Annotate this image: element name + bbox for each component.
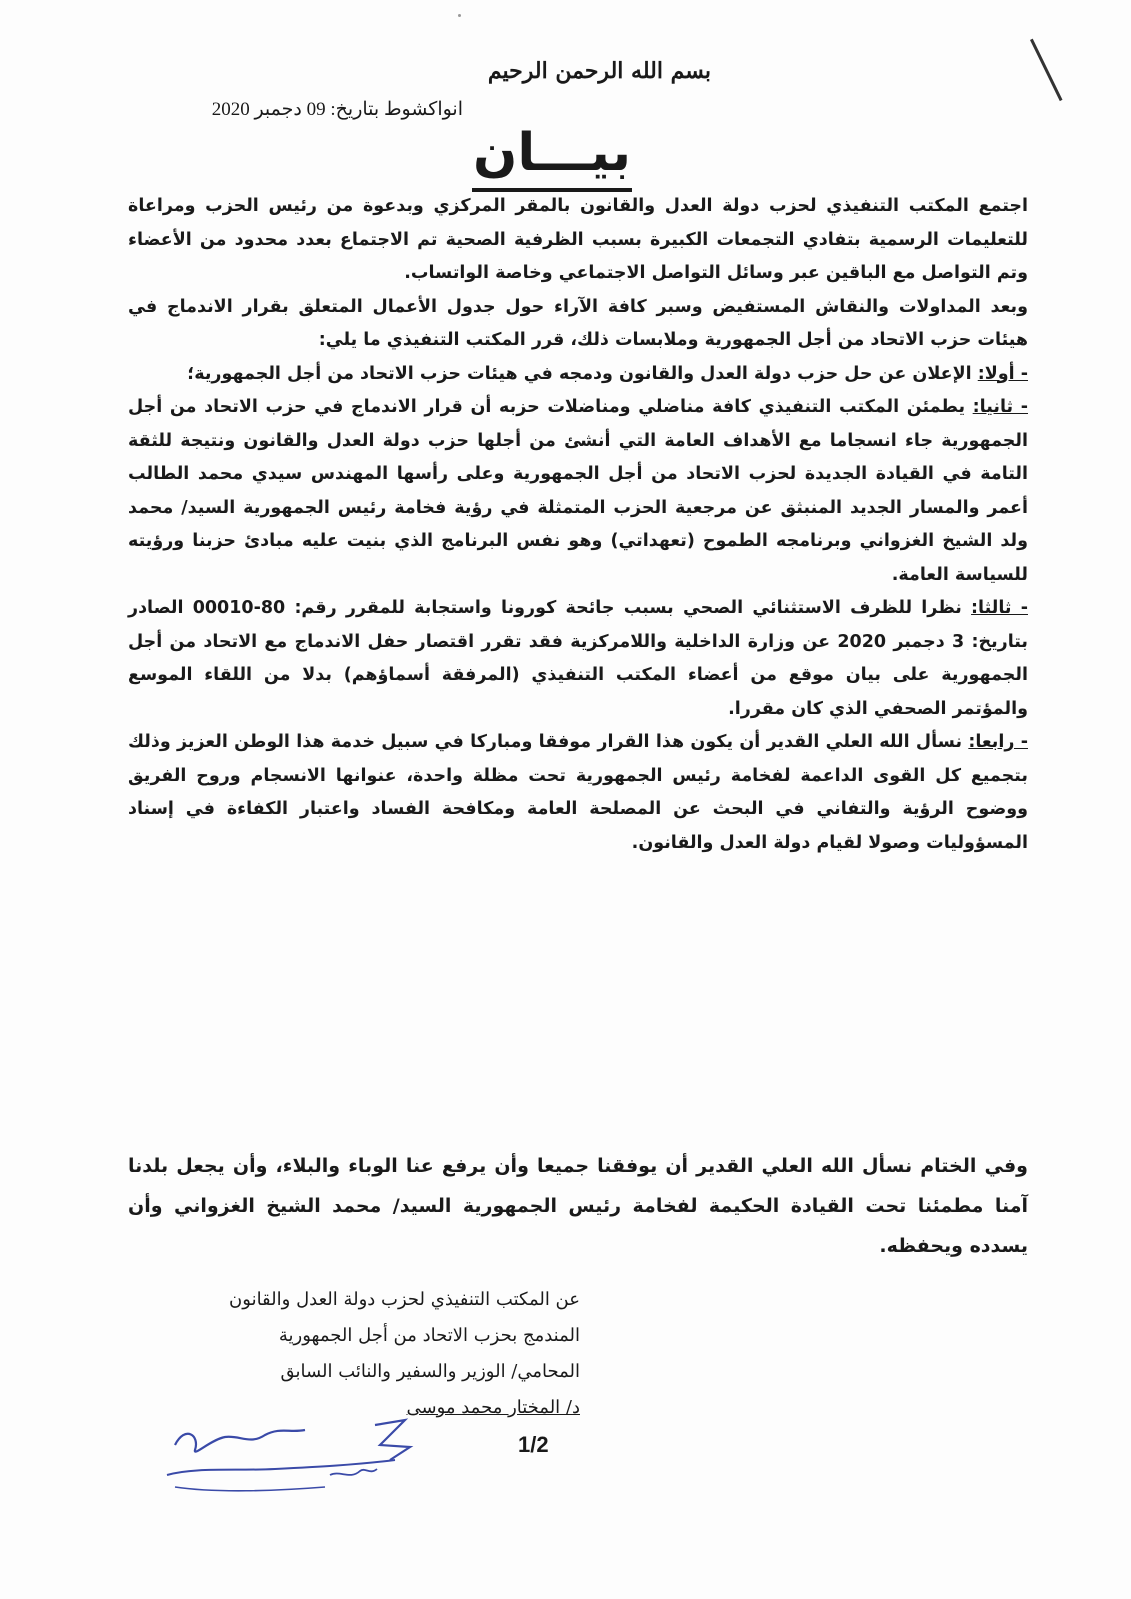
item-text: الإعلان عن حل حزب دولة العدل والقانون ودمجه في هيئات حزب الاتحاد من أجل الجمهورية؛ [187,363,978,384]
page-number: 1/2 [518,1432,549,1457]
corner-pen-mark [1030,39,1063,101]
signature-line-3: المحامي/ الوزير والسفير والنائب السابق [280,1361,580,1382]
item-text: نسأل الله العلي القدير أن يكون هذا القرار موفقا ومباركا في سبيل خدمة هذا الوطن العزيز وذلك بتجميع كل القوى الداعمة لفخامة رئيس الجمهورية تحت مظلة واحدة، عنوانها الانسجام وروح الفريق ووضوح الرؤية والتفاني في البحث عن المصلحة العامة ومكافحة الفساد واعتبار الكفاءة في إسناد المسؤوليات وصولا لقيام دولة العدل والقانون. [128,732,1028,853]
document-date: انواكشوط بتاريخ: 09 دجمبر 2020 [211,99,463,120]
item-label: - أولا: [977,363,1028,384]
handwritten-signature [155,1405,445,1515]
signature-line-2: المندمج بحزب الاتحاد من أجل الجمهورية [278,1325,580,1346]
item-text: نظرا للظرف الاستثنائي الصحي بسبب جائحة كورونا واستجابة للمقرر رقم: 80-00010 الصادر بتاريخ: 3 دجمبر 2020 عن وزارة الداخلية واللامركزية فقد تقرر اقتصار حفل الاندماج مع الاتحاد من أجل الجمهورية على بيان موقع من أعضاء المكتب التنفيذي (المرفقة أسماؤهم) بدلا من اللقاء الموسع والمؤتمر الصحفي الذي كان مقررا. [128,598,1028,719]
item-label: - ثالثا: [971,598,1028,618]
basmala-heading: بسم الله الرحمن الرحيم [487,58,711,84]
closing-paragraph: وفي الختام نسأل الله العلي القدير أن يوفقنا جميعا وأن يرفع عنا الوباء والبلاء، وأن يجعل بلدنا آمنا مطمئنا تحت القيادة الحكيمة لفخامة رئيس الجمهورية السيد/ محمد الشيخ الغزواني وأن يسدده ويحفظه. [128,1155,1028,1257]
item-text: يطمئن المكتب التنفيذي كافة مناضلي ومناضلات حزبه أن قرار الاندماج في حزب الاتحاد من أجل الجمهورية جاء انسجاما مع الأهداف العامة التي أنشئ من أجلها حزب دولة العدل والقانون ونتيجة للثقة التامة في القيادة الجديدة لحزب الاتحاد من أجل الجمهورية وعلى رأسها المهندس سيدي محمد الطالب أعمر والمسار الجديد المنبثق عن مرجعية الحزب المتمثلة في رؤية فخامة رئيس الجمهورية السيد/ محمد ولد الشيخ الغزواني وبرنامجه الطموح (تعهداتي) وهو نفس البرنامج الذي بنيت عليه مبادئ حزبنا ورؤيته للسياسة العامة. [128,397,1028,585]
scan-speck [458,14,461,17]
signature-line-1: عن المكتب التنفيذي لحزب دولة العدل والقانون [229,1289,580,1310]
item-fourth [128,726,1028,860]
item-first [128,358,1028,392]
intro-paragraph-1: اجتمع المكتب التنفيذي لحزب دولة العدل والقانون بالمقر المركزي وبدعوة من رئيس الحزب ومراعاة للتعليمات الرسمية بتفادي التجمعات الكبيرة بسبب الظرفية الصحية تم الاجتماع بعدد محدود من الأعضاء وتم التواصل مع الباقين عبر وسائل التواصل الاجتماعي وخاصة الواتساب. [128,196,1028,283]
item-label: - رابعا: [968,732,1028,752]
item-third [128,592,1028,726]
signatory-name: د/ المختار محمد موسى [406,1397,580,1418]
item-label: - ثانيا: [972,397,1028,417]
document-title: بيـــان [472,118,632,192]
statement-body [128,190,1028,860]
intro-paragraph-2: وبعد المداولات والنقاش المستفيض وسبر كافة الآراء حول جدول الأعمال المتعلق بقرار الاندماج في هيئات حزب الاتحاد من أجل الجمهورية وملابسات ذلك، قرر المكتب التنفيذي ما يلي: [128,296,1028,350]
item-second [128,391,1028,592]
